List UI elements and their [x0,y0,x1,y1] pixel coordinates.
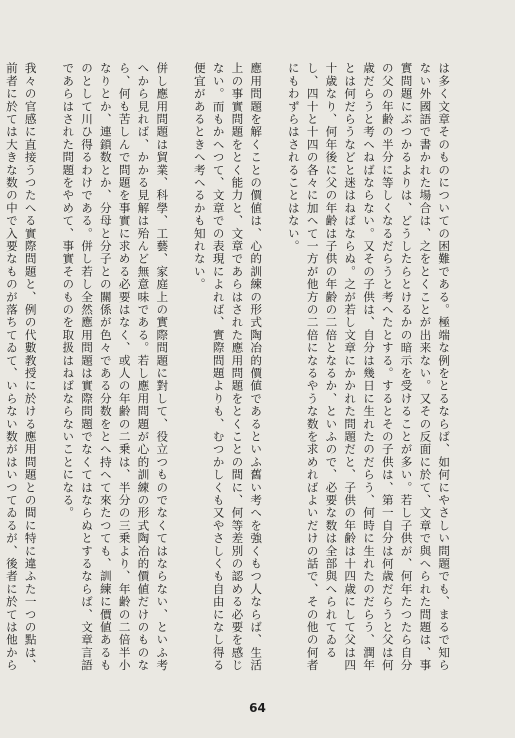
paragraph: 我々の官感に直接うつたへる實際問題と、例の代數教授に於ける應用問題との間に特に違ふた一つの點は、前者に於ては大きな数の中で入要なものが落ちてゐて、いらない数がはいつてゐるが、後者に於ては他から [4,62,38,672]
page-number: 64 [249,701,266,715]
body-text [4,62,472,682]
paragraph: 併し應用問題は貿業、科學、工藝、家庭上の實際問題に對して、役立つものでなくてはならない、といふ考へから見れば、かかる見解は殆んど無意味である。若し應用問題が心的訓練の形式陶冶的價値だけのものなら、何も苦しんで問題を事實に求める必要はなく、或人の年齢の二乗は、半分の三乗より、年齢の二倍半小なりとか、連鎖数とか、分母と分子との關係が色々である分数をとへ持へて來たつても、訓練に價値あるものとして川ひ得るわけである。併し若し全然應用問題は實際問題でなくてはならぬとするならば、文章言語であらはされた問題をやめて、事實そのものを取扱はねばならないことになる。 [61,62,170,672]
paragraph: 應用問題を解くことの價値は、心的訓練の形式陶冶的價値であるといふ舊い考へを強くもつ人ならば、生活上の事實問題をとく能力と、文章であらはされた應用問題をとくことの間に、何等差別の認める必要を感じない。而もかへつて、文章での表現によれば、實際問題よりも、むつかしくも又やさしくも自由になし得る便宜があるときへ考へるかも知れない。 [192,62,264,672]
paragraph: は多く文章そのものについての困難である。極端な例をとるならば、如何にやさしい問題でも、まるで知らない外國語で書かれた場合は、之をとくことが出来ない。又その反面に於て、文章で與へられた問題は、事實問題にぶつかるよりは、どうしたらとけるかの暗示を受けることが多い。若し子供が、何年たつたら自分の父の年齢の半分に等しくなるだらうと考へたとする。するとその子供は、第一自分は何歳だらうと父は何歳だらうと考へねばならない。又その子供は、自分は幾日に生れたのだらう、何時に生れたのだらう、潤年とは何だらうなどと迷はねばならぬ。之が若し文章にかかれた問題だと、子供の年齢は十四歳にして父は四十歳なり、何年後に父の年齢は子供の年齢の二倍となるか、といふので、必要な数は全部與へられてゐるし、四十と十四の各々に加へて一方が他方の二倍になるやうな数を求めればよいだけの話で、その他の何者にもわずらはされることはない。 [286,62,452,672]
